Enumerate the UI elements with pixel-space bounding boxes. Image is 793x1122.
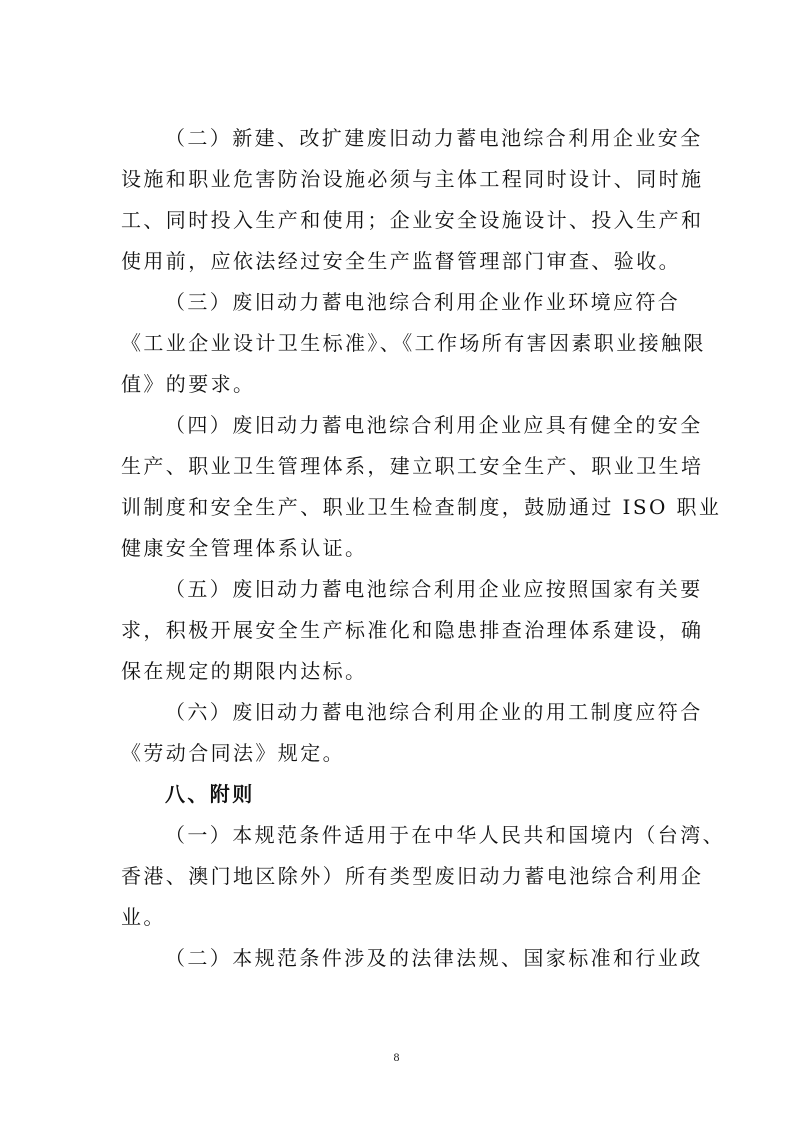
paragraph-scope: [121, 815, 725, 938]
text-line: （三）废旧动力蓄电池综合利用企业作业环境应符合: [165, 290, 681, 314]
text-line: （二）新建、改扩建废旧动力蓄电池综合利用企业安全: [165, 126, 703, 150]
paragraph-regulations: [121, 938, 703, 979]
text-line: 业。: [121, 905, 166, 929]
section-heading-text: 八、附则: [165, 782, 255, 806]
paragraph-safety-facilities: [121, 118, 704, 282]
paragraph-management-system: [121, 405, 722, 569]
text-line: 设施和职业危害防治设施必须与主体工程同时设计、同时施: [121, 167, 704, 191]
text-line: 生产、职业卫生管理体系，建立职工安全生产、职业卫生培: [121, 454, 704, 478]
text-line: 香港、澳门地区除外）所有类型废旧动力蓄电池综合利用企: [121, 864, 704, 888]
text-line: （五）废旧动力蓄电池综合利用企业应按照国家有关要: [165, 577, 703, 601]
section-heading: [121, 774, 673, 815]
page-number: 8: [393, 1050, 400, 1064]
paragraph-labor-contract: [121, 692, 703, 774]
text-line: 值》的要求。: [121, 372, 256, 396]
paragraph-standardization: [121, 569, 704, 692]
text-line: 使用前，应依法经过安全生产监督管理部门审查、验收。: [121, 249, 681, 273]
text-line: 保在规定的期限内达标。: [121, 659, 368, 683]
page-body: [121, 118, 725, 979]
text-line: （一）本规范条件适用于在中华人民共和国境内（台湾、: [165, 823, 725, 847]
text-line: 健康安全管理体系认证。: [121, 536, 368, 560]
text-line: （二）本规范条件涉及的法律法规、国家标准和行业政: [165, 946, 703, 970]
text-line: （六）废旧动力蓄电池综合利用企业的用工制度应符合: [165, 700, 703, 724]
text-line: 《工业企业设计卫生标准》、《工作场所有害因素职业接触限: [121, 331, 706, 355]
text-line: 《劳动合同法》规定。: [121, 741, 345, 765]
text-line: 求，积极开展安全生产标准化和隐患排查治理体系建设，确: [121, 618, 704, 642]
text-line: 工、同时投入生产和使用；企业安全设施设计、投入生产和: [121, 208, 704, 232]
paragraph-work-environment: [121, 282, 706, 405]
text-line: 训制度和安全生产、职业卫生检查制度，鼓励通过 ISO 职业: [121, 495, 722, 519]
text-line: （四）废旧动力蓄电池综合利用企业应具有健全的安全: [165, 413, 703, 437]
